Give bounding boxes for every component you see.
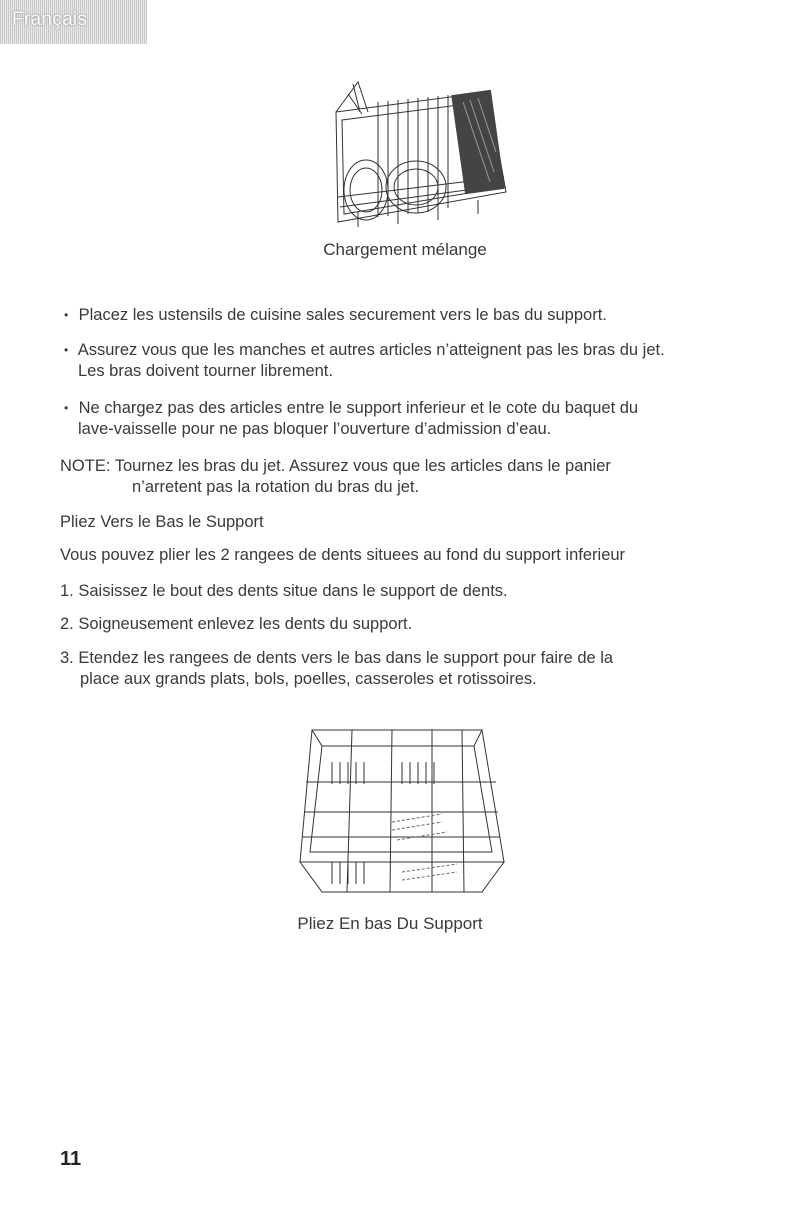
bullet-1: • Placez les ustensils de cuisine sales securement vers le bas du support. — [64, 305, 607, 326]
step-2: 2. Soigneusement enlevez les dents du support. — [60, 615, 413, 633]
bullet-dot: • — [64, 343, 69, 358]
step-3: 3. Etendez les rangees de dents vers le bas dans le support pour faire de la place aux grands plats, bols, poelles, casseroles et rotissoires. — [60, 649, 614, 688]
language-tab — [0, 0, 147, 44]
section-intro: Vous pouvez plier les 2 rangees de dents situees au fond du support inferieur — [60, 546, 626, 564]
figure1-caption: Chargement mélange — [323, 240, 487, 259]
bullet-2: • Assurez vous que les manches et autres articles n’atteignent pas les bras du jet. Les bras doivent tourner librement. — [64, 341, 665, 381]
step-1: 1. Saisissez le bout des dents situe dans le support de dents. — [60, 582, 508, 600]
fold-down-rack-illustration — [292, 722, 510, 900]
mixed-load-rack-illustration — [318, 72, 510, 232]
language-tab-label: Français — [12, 9, 88, 30]
section-heading: Pliez Vers le Bas le Support — [60, 513, 264, 531]
bullet-3: • Ne chargez pas des articles entre le support inferieur et le cote du baquet du lave-vaisselle pour ne pas bloquer l’ouverture d’admission d’eau. — [64, 399, 639, 439]
note: NOTE: Tournez les bras du jet. Assurez vous que les articles dans le panier n’arretent pas la rotation du bras du jet. — [60, 457, 611, 496]
bullet-dot: • — [64, 308, 69, 323]
bullet-dot: • — [64, 401, 69, 416]
page-number: 11 — [60, 1148, 82, 1170]
figure2-caption: Pliez En bas Du Support — [297, 914, 483, 933]
